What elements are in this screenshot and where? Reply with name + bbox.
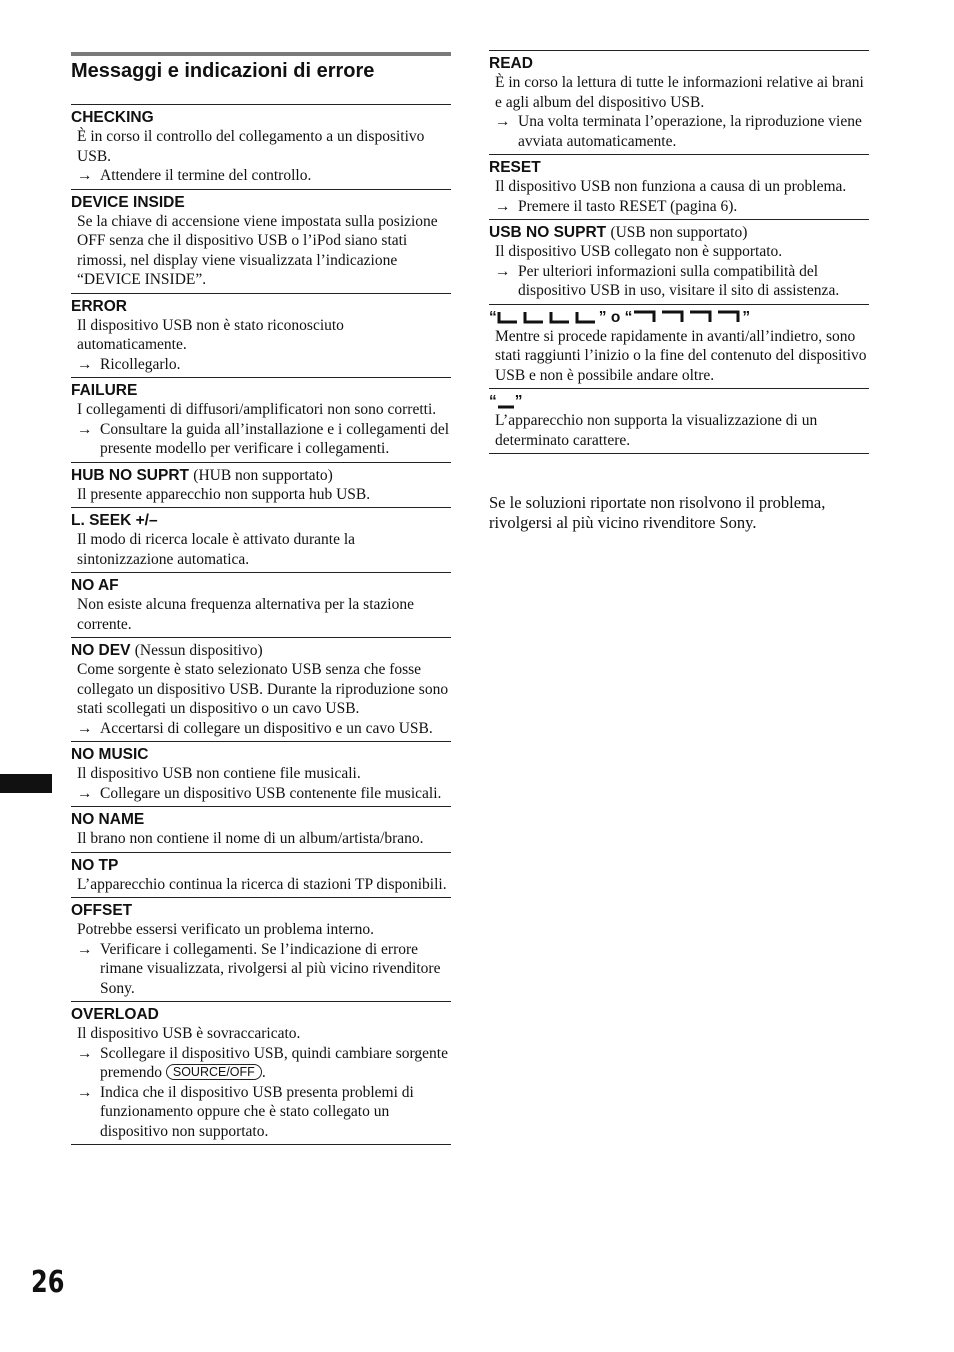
action-text: Consultare la guida all’installazione e i collegamenti del presente modello per verificare i collegamenti. bbox=[100, 420, 450, 457]
segment-end-limit-icon bbox=[632, 310, 742, 324]
entry-description: Se la chiave di accensione viene impostata sulla posizione OFF senza che il dispositivo USB o l’iPod siano stati rimossi, nel display viene visualizzata l’indicazione “DEVICE INSIDE”. bbox=[77, 212, 438, 288]
title-rule bbox=[71, 52, 451, 56]
closing-note: Se le soluzioni riportate non risolvono il problema, rivolgersi al più vicino rivenditore Sony. bbox=[489, 493, 826, 532]
close-quote: ” bbox=[598, 308, 607, 326]
close-quote: ” bbox=[514, 393, 523, 410]
entry-term: NO AF bbox=[71, 577, 119, 594]
action-text: Premere il tasto RESET (pagina 6). bbox=[518, 197, 738, 215]
action-text: Indica che il dispositivo USB presenta problemi di funzionamento oppure che è stato collegato un dispositivo non supportato. bbox=[100, 1083, 414, 1140]
entry-description: Non esiste alcuna frequenza alternativa per la stazione corrente. bbox=[77, 596, 414, 633]
entry-description: Il dispositivo USB è sovraccaricato. bbox=[77, 1025, 301, 1042]
entry-checking bbox=[71, 104, 451, 189]
entry-no-name bbox=[71, 806, 451, 852]
entry-reset bbox=[489, 154, 869, 219]
close-quote: ” bbox=[742, 308, 751, 326]
entry-term: NO NAME bbox=[71, 811, 145, 828]
segment-start-limit-icon bbox=[497, 310, 599, 324]
term-note: (HUB non supportato) bbox=[193, 466, 333, 484]
arrow-icon: → bbox=[77, 1044, 93, 1062]
entry-description: Potrebbe essersi verificato un problema interno. bbox=[77, 921, 374, 938]
entry-action bbox=[77, 420, 451, 459]
action-text: Collegare un dispositivo USB contenente file musicali. bbox=[100, 784, 442, 802]
entry-action bbox=[77, 1083, 451, 1142]
entry-usb-no-suprt bbox=[489, 219, 869, 304]
entry-action bbox=[495, 197, 869, 217]
entry-action bbox=[77, 940, 451, 999]
entry-no-af bbox=[71, 572, 451, 637]
term-text: USB NO SUPRT bbox=[489, 224, 607, 241]
entry-description: Il brano non contiene il nome di un album/artista/brano. bbox=[77, 830, 424, 847]
term-text: NO DEV bbox=[71, 642, 131, 659]
entry-seek-limit-symbols bbox=[489, 304, 869, 389]
term-text: HUB NO SUPRT bbox=[71, 466, 189, 484]
entry-description: È in corso il controllo del collegamento a un dispositivo USB. bbox=[77, 128, 425, 165]
entry-description: Il dispositivo USB non contiene file musicali. bbox=[77, 765, 361, 782]
entry-action bbox=[495, 112, 869, 151]
conjunction: o bbox=[610, 308, 621, 326]
entry-action bbox=[495, 262, 869, 301]
entry-action bbox=[77, 1044, 451, 1083]
entry-overload bbox=[71, 1001, 451, 1145]
action-text: Per ulteriori informazioni sulla compatibilità del dispositivo USB in uso, visitare il sito di assistenza. bbox=[518, 262, 840, 299]
arrow-icon: → bbox=[77, 940, 93, 958]
entry-term: OFFSET bbox=[71, 902, 133, 919]
entry-no-tp bbox=[71, 852, 451, 898]
entry-description: Mentre si procede rapidamente in avanti/all’indietro, sono stati raggiunti l’inizio o la fine del contenuto del dispositivo USB e non è possibile andare oltre. bbox=[495, 327, 867, 384]
entry-l-seek bbox=[71, 507, 451, 572]
section-thumb-tab bbox=[0, 774, 52, 793]
segment-underscore-icon bbox=[497, 395, 515, 409]
entry-description: Il presente apparecchio non supporta hub USB. bbox=[77, 485, 371, 503]
entry-action bbox=[77, 784, 451, 804]
action-text: Accertarsi di collegare un dispositivo e un cavo USB. bbox=[100, 719, 433, 737]
entry-description: I collegamenti di diffusori/amplificatori non sono corretti. bbox=[77, 401, 437, 418]
entry-unsupported-char-symbol bbox=[489, 388, 869, 454]
arrow-icon: → bbox=[77, 719, 93, 737]
right-column bbox=[489, 50, 869, 454]
arrow-icon: → bbox=[495, 113, 511, 130]
open-quote: “ bbox=[624, 308, 633, 326]
arrow-icon: → bbox=[495, 197, 511, 215]
entry-term: CHECKING bbox=[71, 109, 154, 126]
entry-offset bbox=[71, 897, 451, 1001]
entry-read bbox=[489, 50, 869, 154]
entry-term: ERROR bbox=[71, 297, 127, 315]
entry-term: OVERLOAD bbox=[71, 1006, 159, 1023]
action-text: Attendere il termine del controllo. bbox=[100, 167, 312, 184]
arrow-icon: → bbox=[77, 784, 93, 802]
page-number: 26 bbox=[31, 1265, 65, 1300]
entry-term: L. SEEK +/– bbox=[71, 512, 158, 529]
source-off-button-label: SOURCE/OFF bbox=[166, 1064, 262, 1080]
entry-description: Il dispositivo USB non è stato riconosciuto automaticamente. bbox=[77, 316, 344, 353]
entry-term bbox=[71, 466, 451, 485]
entry-term: DEVICE INSIDE bbox=[71, 193, 185, 211]
action-text-end: . bbox=[261, 1064, 266, 1081]
entry-description: L’apparecchio continua la ricerca di stazioni TP disponibili. bbox=[77, 875, 447, 893]
open-quote: “ bbox=[489, 393, 497, 410]
entry-action bbox=[77, 355, 451, 375]
entry-term: READ bbox=[489, 55, 533, 72]
action-text: Una volta terminata l’operazione, la riproduzione viene avviata automaticamente. bbox=[518, 113, 862, 150]
entry-action bbox=[77, 166, 451, 186]
term-note: (USB non supportato) bbox=[610, 224, 748, 241]
entry-term: NO TP bbox=[71, 856, 119, 874]
action-text: Ricollegarlo. bbox=[100, 355, 181, 373]
entry-no-dev bbox=[71, 637, 451, 741]
action-text: Scollegare il dispositivo USB, quindi cambiare sorgente premendo bbox=[100, 1044, 448, 1081]
entry-description: Il modo di ricerca locale è attivato durante la sintonizzazione automatica. bbox=[77, 531, 356, 568]
entry-description: Come sorgente è stato selezionato USB senza che fosse collegato un dispositivo USB. Durante la riproduzione sono stati scollegati un dispositivo o un cavo USB. bbox=[77, 661, 449, 717]
action-text: Verificare i collegamenti. Se l’indicazione di errore rimane visualizzata, rivolgersi al più vicino rivenditore Sony. bbox=[100, 940, 441, 997]
entry-description: L’apparecchio non supporta la visualizzazione di un determinato carattere. bbox=[495, 412, 818, 449]
entry-term bbox=[489, 223, 869, 242]
left-column bbox=[71, 104, 451, 1145]
entry-error bbox=[71, 293, 451, 378]
entry-term: NO MUSIC bbox=[71, 746, 149, 763]
entry-no-music bbox=[71, 741, 451, 806]
term-note: (Nessun dispositivo) bbox=[134, 642, 263, 659]
entry-term bbox=[71, 641, 451, 660]
entry-device-inside bbox=[71, 189, 451, 293]
entry-term: FAILURE bbox=[71, 382, 138, 399]
entry-failure bbox=[71, 377, 451, 462]
arrow-icon: → bbox=[77, 420, 93, 438]
entry-description: È in corso la lettura di tutte le informazioni relative ai brani e agli album del dispositivo USB. bbox=[495, 74, 864, 111]
entry-description: Il dispositivo USB collegato non è supportato. bbox=[495, 243, 783, 260]
entry-term bbox=[489, 308, 869, 327]
arrow-icon: → bbox=[495, 262, 511, 280]
entry-description: Il dispositivo USB non funziona a causa di un problema. bbox=[495, 178, 847, 195]
entry-term bbox=[489, 392, 869, 411]
entry-term: RESET bbox=[489, 159, 541, 176]
arrow-icon: → bbox=[77, 355, 93, 373]
entry-hub-no-suprt bbox=[71, 462, 451, 508]
arrow-icon: → bbox=[77, 167, 93, 184]
arrow-icon: → bbox=[77, 1083, 93, 1101]
open-quote: “ bbox=[489, 308, 497, 326]
entry-action bbox=[77, 719, 451, 739]
page-title: Messaggi e indicazioni di errore bbox=[71, 60, 375, 82]
